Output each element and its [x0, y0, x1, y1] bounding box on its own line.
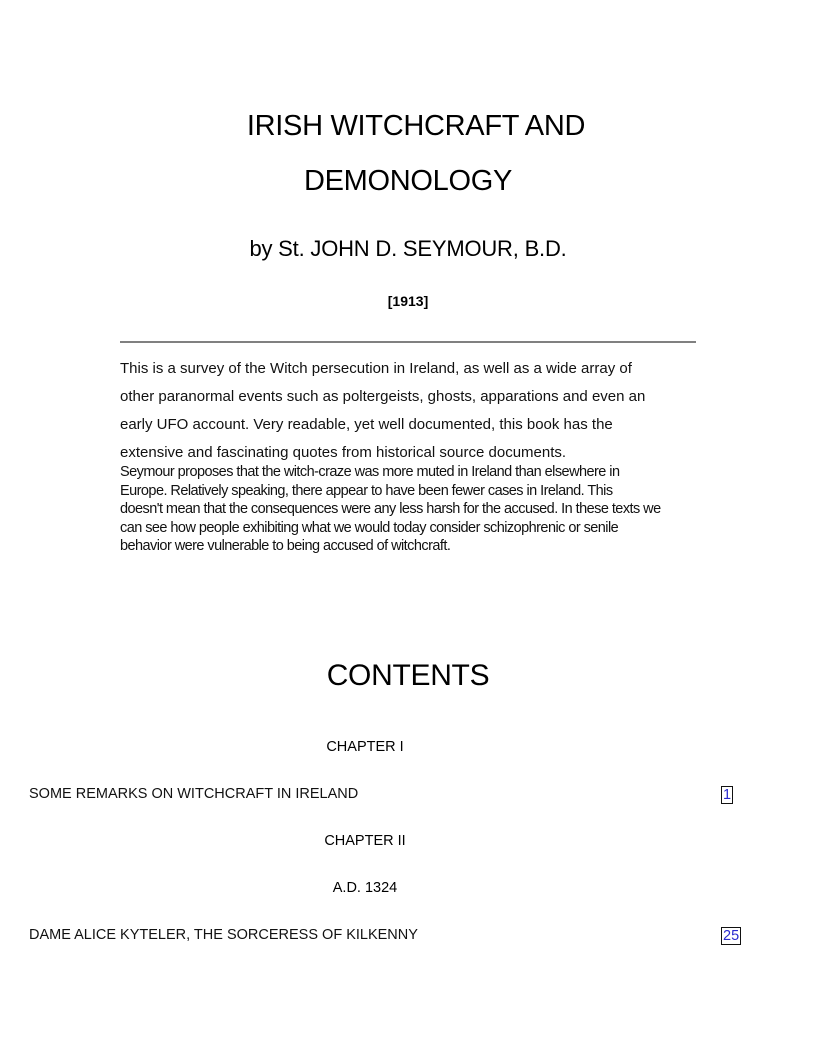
- book-title-line-1: IRISH WITCHCRAFT AND: [246, 110, 586, 142]
- intro-line: extensive and fascinating quotes from historical source documents.: [120, 444, 567, 461]
- summary-line: Seymour proposes that the witch-craze was more muted in Ireland than elsewhere in: [120, 464, 620, 480]
- contents-heading: CONTENTS: [326, 659, 490, 692]
- book-author: by St. JOHN D. SEYMOUR, B.D.: [249, 236, 567, 261]
- chapter-2-title: DAME ALICE KYTELER, THE SORCERESS OF KILKENNY: [29, 927, 418, 943]
- intro-line: early UFO account. Very readable, yet well documented, this book has the: [120, 416, 613, 433]
- summary-line: behavior were vulnerable to being accused of witchcraft.: [120, 538, 451, 554]
- summary-line: can see how people exhibiting what we would today consider schizophrenic or senile: [120, 519, 619, 536]
- intro-line: This is a survey of the Witch persecution in Ireland, as well as a wide array of: [120, 360, 632, 377]
- chapter-2-label: CHAPTER II: [324, 833, 406, 849]
- summary-paragraph: [120, 463, 710, 556]
- chapter-2-page-link[interactable]: 25: [723, 928, 740, 944]
- chapter-1-title: SOME REMARKS ON WITCHCRAFT IN IRELAND: [29, 786, 359, 802]
- summary-line: Europe. Relatively speaking, there appear to have been fewer cases in Ireland. This: [120, 482, 613, 499]
- publication-year: [1913]: [387, 293, 429, 309]
- chapter-1-page-link[interactable]: 1: [723, 787, 732, 803]
- horizontal-divider: [120, 341, 696, 343]
- summary-line: doesn't mean that the consequences were any less harsh for the accused. In these texts we: [120, 501, 661, 517]
- book-title-line-2: DEMONOLOGY: [303, 165, 513, 197]
- chapter-1-label: CHAPTER I: [326, 739, 404, 755]
- intro-paragraph: [120, 355, 720, 467]
- chapter-2-subtitle: A.D. 1324: [332, 880, 398, 896]
- intro-line: other paranormal events such as poltergeists, ghosts, apparations and even an: [120, 388, 646, 405]
